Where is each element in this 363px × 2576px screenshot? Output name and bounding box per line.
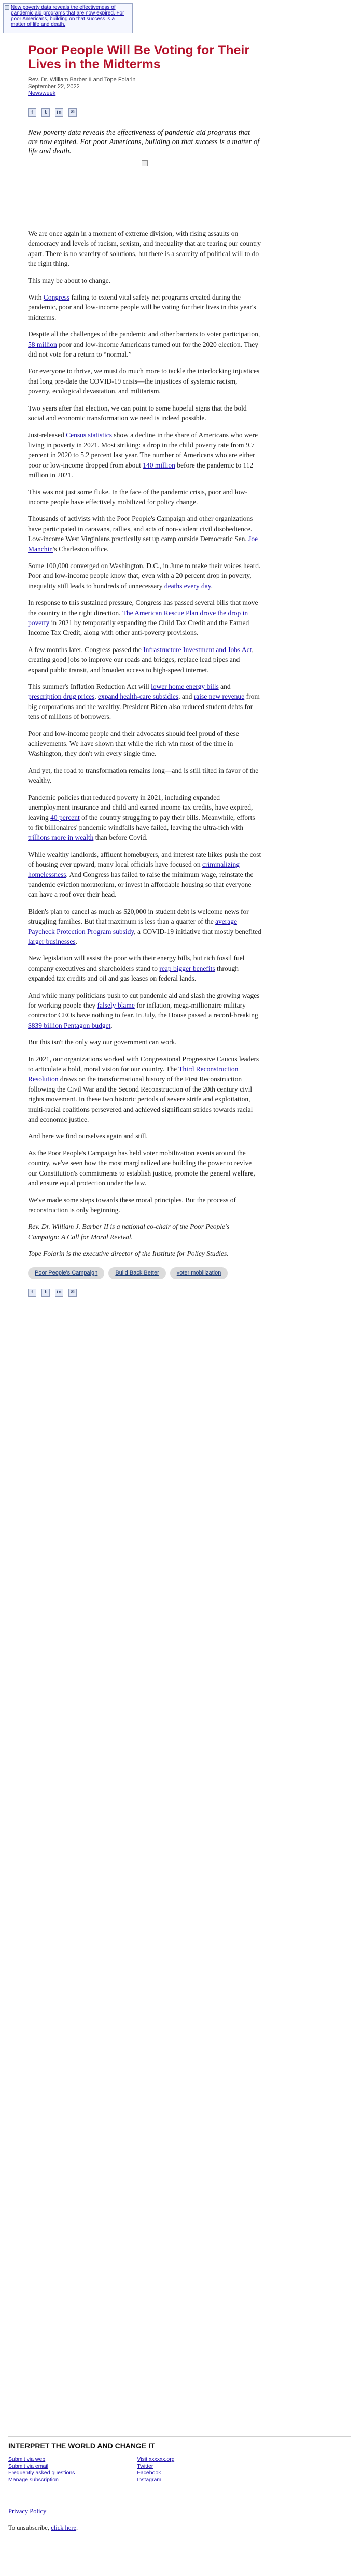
article-paragraph bbox=[28, 850, 261, 900]
unsubscribe-text: To unsubscribe, bbox=[8, 2524, 51, 2531]
text-run: 's Charleston office. bbox=[53, 545, 109, 553]
header-image bbox=[3, 3, 133, 33]
inline-link[interactable]: Joe Manchin bbox=[28, 535, 258, 553]
text-run: And while many politicians push to cut pandemic aid and slash the growing wages for working people they bbox=[28, 991, 260, 1009]
text-run: show a decline in the share of Americans who were living in poverty in 2021. Most striking: a drop in the child poverty rate from 9.7 percent in 2020 to 5.2 percent last year. The number of Americans who are either poor or low-income dropped from about bbox=[28, 431, 258, 469]
footer-link[interactable]: Visit xxxxxx.org bbox=[137, 2456, 175, 2462]
text-run: through expanded tax credits and oil and gas leases on federal lands. bbox=[28, 964, 239, 983]
text-run: New legislation will assist the poor with their energy bills, but rich fossil fuel company executives and shareholders stand to bbox=[28, 954, 245, 972]
footer-links-left bbox=[8, 2456, 75, 2483]
share-email-icon[interactable]: ✉ bbox=[68, 108, 77, 117]
inline-link[interactable]: falsely blame bbox=[97, 1001, 135, 1009]
text-run: For everyone to thrive, we must do much more to tackle the interlocking injustices that long pre-date the COVID-19 crisis—the injustices of systemic racism, poverty, ecological devastation, and militarism. bbox=[28, 367, 260, 395]
text-run: This summer's Inflation Reduction Act will bbox=[28, 683, 151, 691]
tag-list bbox=[28, 1267, 261, 1283]
text-run: , a COVID-19 initiative that mostly benefited bbox=[134, 927, 261, 936]
text-run: Despite all the challenges of the pandemic and other barriers to voter participation, bbox=[28, 330, 260, 338]
article-paragraph bbox=[28, 487, 261, 507]
text-run: We've made some steps towards these moral principles. But the process of reconstruction is only beginning. bbox=[28, 1196, 236, 1214]
article-paragraph bbox=[28, 430, 261, 480]
text-run: draws on the transformational history of the First Reconstruction following the Civil War and the Second Reconstruction of the 20th century civil rights movement. In these two historic periods of severe strife and exploitation, multi-racial coalitions persevered and achieved significant strides towards racial and economic justice. bbox=[28, 1075, 253, 1124]
article-paragraph bbox=[28, 1054, 261, 1125]
inline-link[interactable]: The American Rescue Plan drove the drop in poverty bbox=[28, 608, 248, 627]
article-paragraph bbox=[28, 329, 261, 359]
author-bio: Tope Folarin is the executive director of the Institute for Policy Studies. bbox=[28, 1250, 229, 1258]
privacy-policy-link[interactable]: Privacy Policy bbox=[8, 2508, 47, 2515]
text-run: . bbox=[211, 582, 213, 590]
inline-link[interactable]: prescription drug prices bbox=[28, 692, 95, 701]
footer-link[interactable]: Instagram bbox=[137, 2476, 162, 2483]
inline-link[interactable]: Third Reconstruction Resolution bbox=[28, 1065, 239, 1083]
text-run: But this isn't the only way our government can work. bbox=[28, 1038, 177, 1046]
inline-link[interactable]: Congress bbox=[43, 293, 70, 302]
inline-link[interactable]: deaths every day bbox=[164, 582, 211, 590]
article-paragraph bbox=[28, 1195, 261, 1215]
inline-link[interactable]: lower home energy bills bbox=[151, 683, 219, 691]
article-paragraph bbox=[28, 229, 261, 269]
text-run: . bbox=[110, 1021, 113, 1029]
tag-pill[interactable]: voter mobilization bbox=[170, 1267, 228, 1279]
text-run: Thousands of activists with the Poor People's Campaign and other organizations have participated in caravans, rallies, and acts of non-violent civil disobedience. Low-income West Virginians practically set up camp outside Democratic Sen. bbox=[28, 515, 253, 543]
article-paragraph bbox=[28, 990, 261, 1031]
share-linkedin-icon[interactable]: in bbox=[55, 1289, 63, 1297]
byline bbox=[28, 77, 261, 97]
inline-link[interactable]: 58 million bbox=[28, 340, 57, 348]
footer-links bbox=[8, 2456, 351, 2483]
footer-heading: INTERPRET THE WORLD AND CHANGE IT bbox=[8, 2442, 155, 2450]
inline-link[interactable]: Infrastructure Investment and Jobs Act bbox=[143, 645, 252, 654]
article-paragraph bbox=[28, 561, 261, 591]
text-run: We are once again in a moment of extreme division, with rising assaults on democracy and levels of racism, sexism, and inequality that are tearing our country apart. There is no scarcity of solutions, but there is a scarcity of political will to do the right thing. bbox=[28, 230, 261, 268]
share-facebook-icon[interactable]: f bbox=[28, 1289, 36, 1297]
article-title: Poor People Will Be Voting for Their Lives in the Midterms bbox=[28, 43, 250, 72]
tag-pill[interactable]: Poor People's Campaign bbox=[28, 1267, 104, 1279]
article-paragraph bbox=[28, 645, 261, 675]
share-email-icon[interactable]: ✉ bbox=[68, 1289, 77, 1297]
article-paragraph bbox=[28, 366, 261, 396]
author-bio: Rev. Dr. William J. Barber II is a national co-chair of the Poor People's Campaign: A Call for Moral Revival. bbox=[28, 1223, 230, 1241]
share-linkedin-icon[interactable]: in bbox=[55, 108, 63, 117]
footer bbox=[8, 2436, 351, 2532]
text-run: of the country struggling to pay their bills. Meanwhile, efforts to fix billionaires' pandemic windfalls have failed, leaving the ultra-rich with bbox=[28, 813, 255, 831]
text-run: This was not just some fluke. In the face of the pandemic crisis, poor and low-income people have effectively mobilized for policy change. bbox=[28, 488, 248, 506]
inline-link[interactable]: expand health-care subsidies bbox=[97, 692, 179, 701]
unsubscribe-link[interactable]: click here bbox=[51, 2524, 77, 2531]
article-paragraph bbox=[28, 1037, 261, 1047]
article-paragraph bbox=[28, 766, 261, 786]
text-run: In response to this sustained pressure, Congress has passed several bills that move the country in the right direction. bbox=[28, 599, 258, 617]
article-paragraph bbox=[28, 514, 261, 554]
text-run: With bbox=[28, 293, 44, 302]
hero-image-placeholder bbox=[142, 160, 148, 166]
text-run: This may be about to change. bbox=[28, 276, 110, 285]
unsubscribe-line bbox=[8, 2524, 351, 2532]
share-bar-bottom bbox=[28, 1289, 261, 1297]
inline-link[interactable]: average Paycheck Protection Program subsidy bbox=[28, 917, 238, 936]
text-run: . And Congress has failed to raise the minimum wage, reinstate the pandemic eviction moratorium, or invest in affordable housing so that everyone can have a roof over their head. bbox=[28, 870, 254, 899]
footer-links-right bbox=[137, 2456, 174, 2483]
authors: Rev. Dr. William Barber II and Tope Folarin bbox=[28, 77, 136, 83]
text-run: from big corporations and the wealthy. President Biden also reduced student debts for tens of millions of borrowers. bbox=[28, 692, 260, 721]
text-run: And yet, the road to transformation remains long—and is still tilted in favor of the wealthy. bbox=[28, 766, 259, 785]
tag-pill[interactable]: Build Back Better bbox=[108, 1267, 165, 1279]
author-bios bbox=[28, 1222, 261, 1258]
article-paragraph bbox=[28, 907, 261, 947]
share-facebook-icon[interactable]: f bbox=[28, 108, 36, 117]
text-run: A few months later, Congress passed the bbox=[28, 645, 144, 654]
inline-link[interactable]: raise new revenue bbox=[193, 692, 245, 701]
article-dek: New poverty data reveals the effectiveness of pandemic aid programs that are now expired. For poor Americans, building on that success is a matter of life and death. bbox=[28, 129, 260, 155]
footer-link[interactable]: Twitter bbox=[137, 2463, 153, 2469]
text-run: And here we find ourselves again and still. bbox=[28, 1132, 148, 1140]
text-run: Biden's plan to cancel as much as $20,000 in student debt is welcome news for struggling families. But that maximum is less than a quarter of the bbox=[28, 907, 249, 926]
text-run: poor and low-income Americans turned out for the 2020 election. They did not vote for a return to “normal.” bbox=[28, 340, 259, 359]
footer-link[interactable]: Manage subscription bbox=[8, 2476, 59, 2483]
broken-image-icon bbox=[5, 5, 9, 10]
footer-divider bbox=[8, 2436, 351, 2437]
article-paragraph bbox=[28, 1131, 261, 1141]
text-run: , creating good jobs to improve our roads and bridges, replace lead pipes and expand public transit, and broaden access to high-speed internet. bbox=[28, 645, 254, 674]
article-paragraph bbox=[28, 1148, 261, 1188]
article-paragraph bbox=[28, 292, 261, 322]
article-body bbox=[28, 229, 261, 1215]
footer-link[interactable]: Facebook bbox=[137, 2470, 161, 2476]
text-run: While wealthy landlords, affluent homebuyers, and interest rate hikes push the cost of housing ever upward, many local officials have focused on bbox=[28, 850, 261, 869]
header-image-alt-text: New poverty data reveals the effectiveness of pandemic aid programs that are now expired. For poor Americans, building on that success is a matter of life and death. bbox=[11, 5, 124, 27]
article-paragraph bbox=[28, 403, 261, 423]
footer-link[interactable]: Frequently asked questions bbox=[8, 2470, 75, 2476]
inline-link[interactable]: Census statistics bbox=[66, 431, 112, 439]
share-bar-top bbox=[28, 108, 261, 117]
unsubscribe-end: . bbox=[76, 2524, 78, 2531]
text-run: , and bbox=[178, 692, 194, 701]
inline-link[interactable]: reap bigger benefits bbox=[159, 964, 215, 972]
article-paragraph bbox=[28, 598, 261, 638]
text-run: Just-released bbox=[28, 431, 66, 439]
inline-link[interactable]: larger businesses bbox=[28, 937, 76, 945]
text-run: . bbox=[75, 937, 77, 945]
article bbox=[28, 36, 261, 1297]
text-run: in 2021 by temporarily expanding the Child Tax Credit and the Earned Income Tax Credit, along with other anti-poverty provisions. bbox=[28, 619, 249, 637]
inline-link[interactable]: 40 percent bbox=[50, 813, 80, 822]
article-paragraph bbox=[28, 953, 261, 983]
text-run: As the Poor People's Campaign has held voter mobilization events around the country, we've seen how the most marginalized are building the power to revive our Constitution's commitments to establish justice, promote the general welfare, and ensure equal protection under the law. bbox=[28, 1149, 255, 1187]
legal bbox=[8, 2507, 351, 2515]
text-run: for inflation, mega-millionaire military contractor CEOs have nothing to fear. In July, the House passed a record-breaking bbox=[28, 1001, 258, 1020]
inline-link[interactable]: trillions more in wealth bbox=[28, 833, 94, 842]
text-run: Some 100,000 converged on Washington, D.C., in June to make their voices heard. Poor and low-income people know that, even with a 20 percent drop in poverty, inequality still leads to hundreds of unnecessary bbox=[28, 561, 261, 590]
inline-link[interactable]: $839 billion Pentagon budget bbox=[28, 1021, 111, 1029]
source-link[interactable]: Newsweek bbox=[28, 90, 56, 96]
article-paragraph bbox=[28, 729, 261, 759]
inline-link[interactable]: 140 million bbox=[143, 461, 175, 469]
text-run: , bbox=[94, 692, 98, 701]
text-run: Poor and low-income people and their advocates should feel proud of these achievements. We have shown that while the rich win most of the time in Washington, they don't win every single time. bbox=[28, 729, 239, 758]
publish-date: September 22, 2022 bbox=[28, 83, 80, 90]
text-run: In 2021, our organizations worked with Congressional Progressive Caucus leaders to articulate a bold, moral vision for our country. The bbox=[28, 1055, 259, 1073]
text-run: failing to extend vital safety net programs created during the pandemic, poor and low-income people will be voting for their lives in this year's midterms. bbox=[28, 293, 256, 321]
inline-link[interactable]: criminalizing homelessness bbox=[28, 860, 240, 879]
text-run: Pandemic policies that reduced poverty in 2021, including expanded unemployment insurance and child and earned income tax credits, have expired, leaving bbox=[28, 793, 253, 822]
article-paragraph bbox=[28, 792, 261, 843]
text-run: Two years after that election, we can point to some hopeful signs that the bold social and economic transformation we need is indeed possible. bbox=[28, 404, 247, 422]
share-twitter-icon[interactable]: t bbox=[41, 108, 50, 117]
share-twitter-icon[interactable]: t bbox=[41, 1289, 50, 1297]
article-paragraph bbox=[28, 276, 261, 286]
article-paragraph bbox=[28, 682, 261, 722]
footer-link[interactable]: Submit via web bbox=[8, 2456, 46, 2462]
text-run: and bbox=[218, 683, 231, 691]
footer-link[interactable]: Submit via email bbox=[8, 2463, 49, 2469]
text-run: than before Covid. bbox=[93, 833, 148, 842]
text-run: before the pandemic to 112 million in 2021. bbox=[28, 461, 254, 479]
